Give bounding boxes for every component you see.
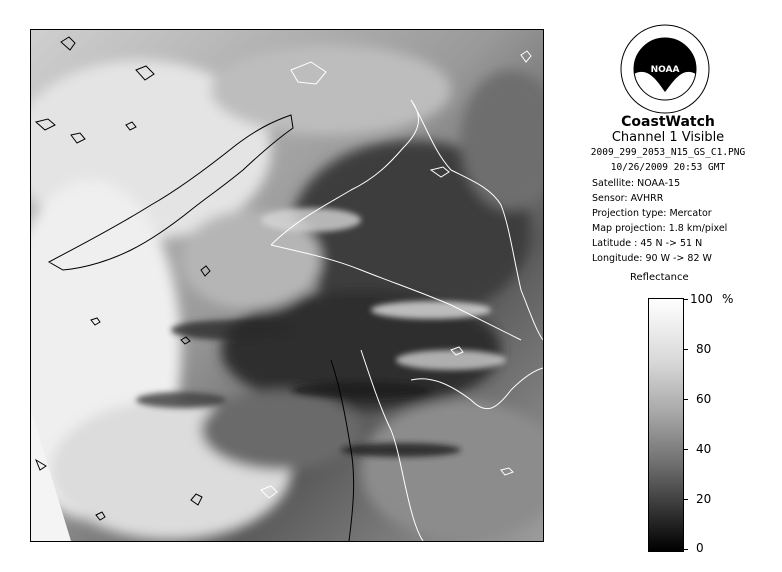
- tick-mark: [683, 399, 688, 400]
- tick-label-60: 60: [696, 392, 712, 406]
- file-name: 2009_299_2053_N15_GS_C1.PNG: [590, 147, 746, 158]
- projection-type: Projection type: Mercator: [592, 208, 712, 219]
- tick-mark: [683, 299, 688, 300]
- tick-mark: [683, 349, 688, 350]
- tick-mark: [683, 449, 688, 450]
- tick-label-100: 100: [690, 292, 713, 306]
- channel-label: Channel 1 Visible: [611, 130, 725, 145]
- product-title: CoastWatch: [621, 114, 715, 130]
- colorbar-title: Reflectance: [630, 272, 689, 283]
- satellite-image: [30, 29, 544, 542]
- legend-panel: [560, 22, 776, 562]
- reflectance-colorbar: [648, 298, 684, 552]
- map-projection: Map projection: 1.8 km/pixel: [592, 223, 728, 234]
- tick-label-20: 20: [696, 492, 712, 506]
- tick-label-0: 0: [696, 541, 704, 555]
- latitude-range: Latitude : 45 N -> 51 N: [592, 238, 703, 249]
- sensor-info: Sensor: AVHRR: [592, 193, 664, 204]
- longitude-range: Longitude: 90 W -> 82 W: [592, 253, 712, 264]
- colorbar-unit: %: [722, 292, 734, 306]
- tick-mark: [683, 549, 688, 550]
- satellite-info: Satellite: NOAA-15: [592, 178, 681, 189]
- tick-mark: [683, 499, 688, 500]
- tick-label-40: 40: [696, 442, 712, 456]
- logo-text: NOAA: [650, 65, 680, 75]
- acquisition-datetime: 10/26/2009 20:53 GMT: [610, 162, 726, 173]
- noaa-logo-icon: [618, 22, 712, 116]
- tick-label-80: 80: [696, 342, 712, 356]
